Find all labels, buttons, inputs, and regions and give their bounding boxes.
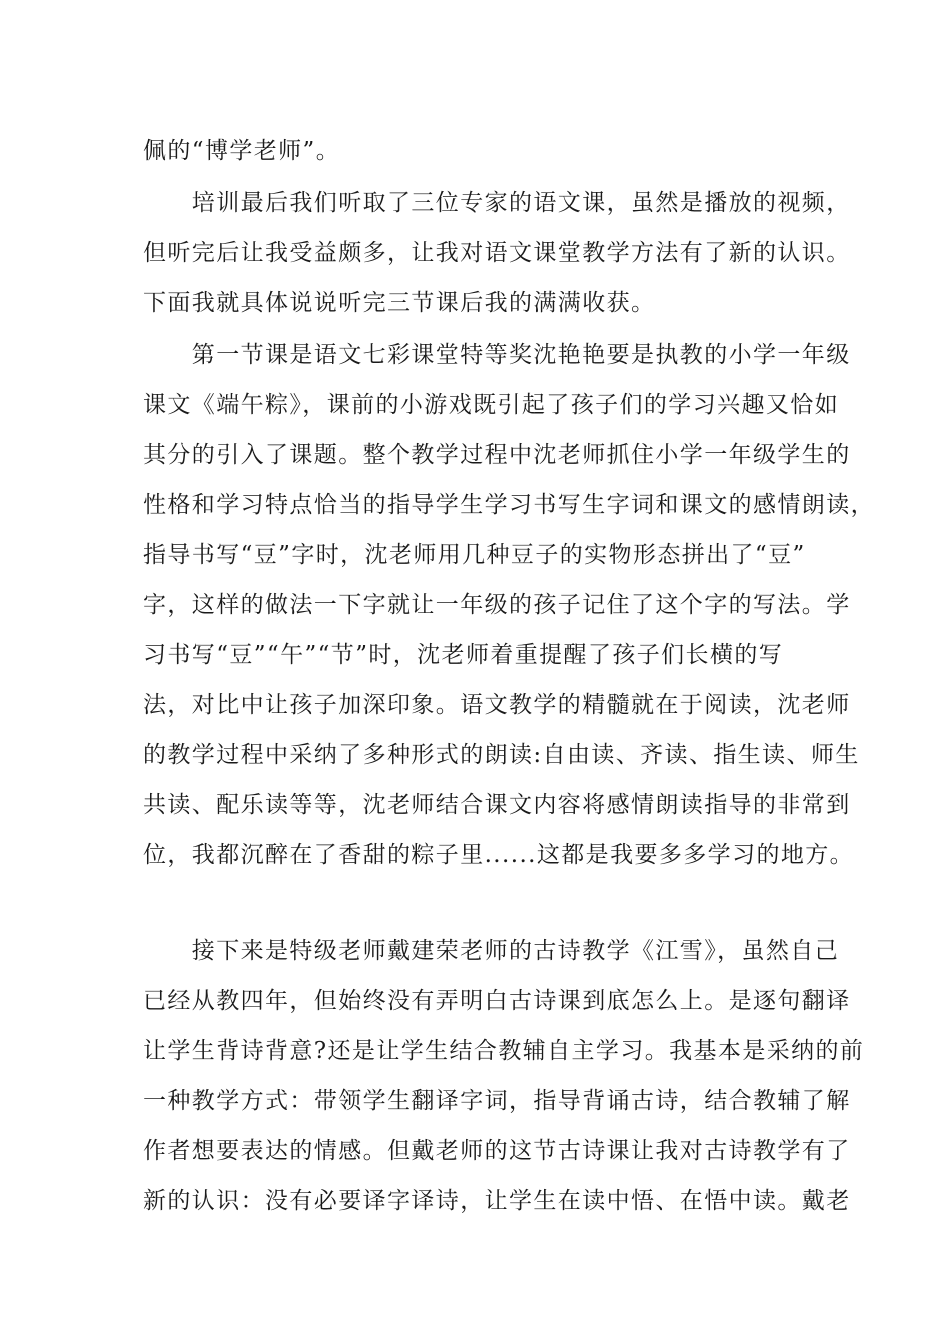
text-line: 让学生背诗背意?还是让学生结合教辅自主学习。我基本是采纳的前 [143, 1038, 865, 1064]
text-line: 课文《端午粽》，课前的小游戏既引起了孩子们的学习兴趣又恰如 [143, 392, 840, 418]
text-line: 性格和学习特点恰当的指导学生学习书写生字词和课文的感情朗读， [143, 492, 875, 518]
text-line: 一种教学方式：带领学生翻译字词，指导背诵古诗，结合教辅了解 [143, 1088, 851, 1114]
text-line: 但听完后让我受益颇多，让我对语文课堂教学方法有了新的认识。 [143, 240, 851, 266]
text-line: 已经从教四年，但始终没有弄明白古诗课到底怎么上。是逐句翻译 [143, 988, 851, 1014]
text-line: 法，对比中让孩子加深印象。语文教学的精髓就在于阅读，沈老师 [143, 692, 851, 718]
text-line: 共读、配乐读等等，沈老师结合课文内容将感情朗读指导的非常到 [143, 792, 851, 818]
text-line: 指导书写“豆”字时，沈老师用几种豆子的实物形态拼出了“豆” [143, 542, 806, 568]
text-line: 下面我就具体说说听完三节课后我的满满收获。 [143, 290, 656, 316]
text-line: 其分的引入了课题。整个教学过程中沈老师抓住小学一年级学生的 [143, 442, 851, 468]
text-line: 第一节课是语文七彩课堂特等奖沈艳艳要是执教的小学一年级 [143, 342, 851, 368]
text-line: 佩的“博学老师”。 [143, 138, 341, 164]
text-line: 接下来是特级老师戴建荣老师的古诗教学《江雪》，虽然自己 [143, 938, 840, 964]
text-line: 习书写“豆”“午”“节”时，沈老师着重提醒了孩子们长横的写 [143, 642, 784, 668]
text-line: 字，这样的做法一下字就让一年级的孩子记住了这个字的写法。学 [143, 592, 851, 618]
text-line: 作者想要表达的情感。但戴老师的这节古诗课让我对古诗教学有了 [143, 1138, 851, 1164]
text-line: 的教学过程中采纳了多种形式的朗读:自由读、齐读、指生读、师生 [143, 742, 860, 768]
text-line: 新的认识：没有必要译字译诗，让学生在读中悟、在悟中读。戴老 [143, 1188, 851, 1214]
text-line: 培训最后我们听取了三位专家的语文课，虽然是播放的视频， [143, 190, 851, 216]
text-line: 位，我都沉醉在了香甜的粽子里......这都是我要多多学习的地方。 [143, 842, 855, 868]
